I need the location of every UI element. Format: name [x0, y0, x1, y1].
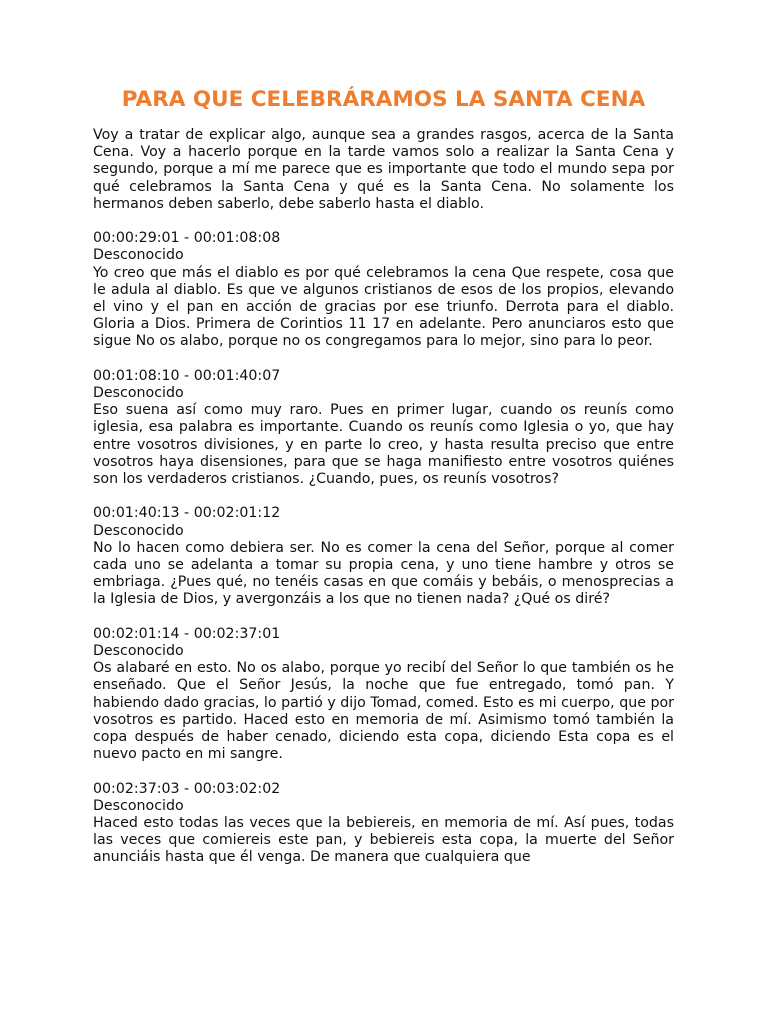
- document-title: PARA QUE CELEBRÁRAMOS LA SANTA CENA: [121, 87, 646, 112]
- segment-text: Os alabaré en esto. No os alabo, porque yo recibí del Señor lo que también os he enseñado. Que el Señor Jesús, la noche que fue entregado, tomó pan. Y habiendo dado gracias, lo partió y dijo Tomad, comed. Esto es mi cuerpo, que por vosotros es partido. Haced esto en memoria de mí. Asimismo tomó también la copa después de haber cenado, diciendo esta copa, diciendo Esta copa es el nuevo pacto en mi sangre.: [93, 660, 674, 763]
- segment-text: Eso suena así como muy raro. Pues en primer lugar, cuando os reunís como iglesia, esa palabra es importante. Cuando os reunís como Iglesia o yo, que hay entre vosotros divisiones, y en parte lo creo, y hasta resulta preciso que entre vosotros haya disensiones, para que se haga manifiesto entre vosotros quiénes son los verdaderos cristianos. ¿Cuando, pues, os reunís vosotros?: [93, 402, 674, 488]
- segment-timestamp: 00:02:37:03 - 00:03:02:02: [93, 780, 281, 797]
- document-body: [93, 127, 674, 867]
- transcript-segment: [93, 505, 674, 608]
- segment-timestamp: 00:01:40:13 - 00:02:01:12: [93, 505, 281, 522]
- segment-speaker: Desconocido: [93, 522, 184, 539]
- segment-speaker: Desconocido: [93, 797, 184, 814]
- intro-paragraph: Voy a tratar de explicar algo, aunque sea a grandes rasgos, acerca de la Santa Cena. Voy a hacerlo porque en la tarde vamos solo a realizar la Santa Cena y segundo, porque a mí me parece que es importante que todo el mundo sepa por qué celebramos la Santa Cena y qué es la Santa Cena. No solamente los hermanos deben saberlo, debe saberlo hasta el diablo.: [93, 127, 674, 212]
- transcript-segment: [93, 626, 674, 764]
- segment-timestamp: 00:00:29:01 - 00:01:08:08: [93, 230, 281, 247]
- transcript-segment: [93, 230, 674, 350]
- transcript-segment: [93, 781, 674, 867]
- segment-speaker: Desconocido: [93, 247, 184, 264]
- transcript-segment: [93, 368, 674, 488]
- segment-timestamp: 00:02:01:14 - 00:02:37:01: [93, 625, 281, 642]
- segment-text: Yo creo que más el diablo es por qué celebramos la cena Que respete, cosa que le adula al diablo. Es que ve algunos cristianos de esos de los propios, elevando el vino y el pan en acción de gracias por ese triunfo. Derrota para el diablo. Gloria a Dios. Primera de Corintios 11 17 en adelante. Pero anunciaros esto que sigue No os alabo, porque no os congregamos para lo mejor, sino para lo peor.: [93, 264, 674, 350]
- segment-text: Haced esto todas las veces que la bebiereis, en memoria de mí. Así pues, todas las veces que comiereis este pan, y bebiereis esta copa, la muerte del Señor anunciáis hasta que él venga. De manera que cualquiera que: [93, 815, 674, 866]
- segment-text: No lo hacen como debiera ser. No es comer la cena del Señor, porque al comer cada uno se adelanta a tomar su propia cena, y uno tiene hambre y otros se embriaga. ¿Pues qué, no tenéis casas en que comáis y bebáis, o menosprecias a la Iglesia de Dios, y avergonzáis a los que no tienen nada? ¿Qué os diré?: [93, 539, 674, 608]
- segment-speaker: Desconocido: [93, 643, 184, 660]
- segment-timestamp: 00:01:08:10 - 00:01:40:07: [93, 367, 281, 384]
- segment-speaker: Desconocido: [93, 385, 184, 402]
